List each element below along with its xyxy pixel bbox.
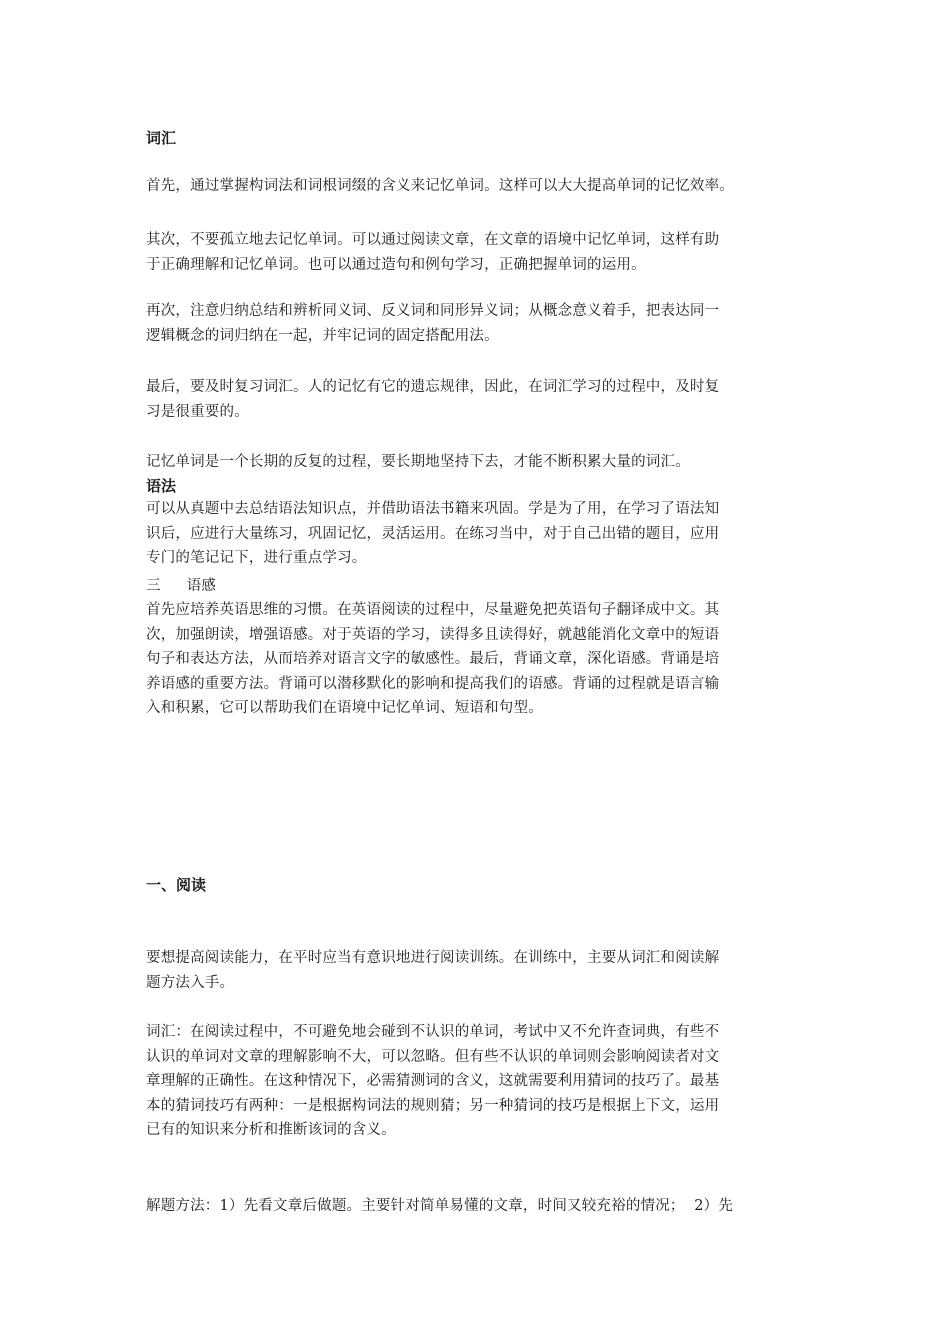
text-line: 最后，要及时复习词汇。人的记忆有它的遗忘规律，因此，在词汇学习的过程中，及时复 (146, 379, 720, 395)
text-line: 章理解的正确性。在这种情况下，必需猜测词的含义，这就需要利用猜词的技巧了。最基 (146, 1073, 720, 1089)
paragraph-vocab-2 (146, 228, 810, 277)
heading-grammar: 语法 (146, 477, 177, 495)
text-line: 于正确理解和记忆单词。也可以通过造句和例句学习，正确把握单词的运用。 (146, 256, 646, 273)
text-line: 认识的单词对文章的理解影响不大，可以忽略。但有些不认识的单词则会影响阅读者对文 (146, 1048, 720, 1065)
paragraph-reading-3 (146, 1194, 810, 1219)
text-line: 专门的笔记记下，进行重点学习。 (146, 550, 367, 566)
heading-vocabulary: 词汇 (146, 129, 177, 147)
text-line: 词汇：在阅读过程中，不可避免地会碰到不认识的单词，考试中又不允许查词典，有些不 (146, 1024, 720, 1040)
text-line: 解题方法：1）先看文章后做题。主要针对简单易懂的文章，时间又较充裕的情况； 2）先 (146, 1198, 734, 1214)
paragraph-language-sense (146, 598, 810, 721)
text-line: 题方法入手。 (146, 974, 235, 991)
text-line: 可以从真题中去总结语法知识点，并借助语法书籍来巩固。学是为了用，在学习了语法知 (146, 501, 720, 517)
text-line: 识后，应进行大量练习，巩固记忆，灵活运用。在练习当中，对于自己出错的题目，应用 (146, 525, 720, 542)
text-line: 次，加强朗读，增强语感。对于英语的学习，读得多且读得好，就越能消化文章中的短语 (146, 626, 720, 643)
text-line: 记忆单词是一个长期的反复的过程，要长期地坚持下去，才能不断积累大量的词汇。 (146, 454, 690, 470)
section-number: 三 (146, 578, 161, 594)
paragraph-vocab-3 (146, 299, 810, 348)
paragraph-vocab-4 (146, 375, 810, 424)
text-line: 句子和表达方法，从而培养对语言文字的敏感性。最后，背诵文章，深化语感。背诵是培 (146, 651, 720, 667)
text-line: 本的猜词技巧有两种：一是根据构词法的规则猜；另一种猜词的技巧是根据上下文，运用 (146, 1097, 720, 1114)
heading-reading: 一、阅读 (146, 876, 207, 894)
paragraph-vocab-5 (146, 450, 810, 475)
text-line: 入和积累，它可以帮助我们在语境中记忆单词、短语和句型。 (146, 700, 543, 716)
text-line: 首先，通过掌握构词法和词根词缀的含义来记忆单词。这样可以大大提高单词的记忆效率。 (146, 178, 734, 194)
paragraph-reading-1 (146, 946, 810, 995)
paragraph-reading-2 (146, 1020, 810, 1143)
section-title: 语感 (186, 578, 217, 594)
heading-language-sense (146, 574, 810, 599)
text-line: 要想提高阅读能力，在平时应当有意识地进行阅读训练。在训练中，主要从词汇和阅读解 (146, 950, 720, 966)
text-line: 逻辑概念的词归纳在一起，并牢记词的固定搭配用法。 (146, 327, 499, 344)
paragraph-vocab-1 (146, 174, 810, 199)
text-line: 养语感的重要方法。背诵可以潜移默化的影响和提高我们的语感。背诵的过程就是语言输 (146, 675, 720, 692)
paragraph-grammar (146, 497, 810, 571)
text-line: 已有的知识来分析和推断该词的含义。 (146, 1122, 396, 1138)
text-line: 首先应培养英语思维的习惯。在英语阅读的过程中，尽量避免把英语句子翻译成中文。其 (146, 602, 720, 618)
text-line: 再次，注意归纳总结和辨析同义词、反义词和同形异义词；从概念意义着手，把表达同一 (146, 303, 720, 319)
text-line: 习是很重要的。 (146, 403, 249, 420)
text-line: 其次，不要孤立地去记忆单词。可以通过阅读文章，在文章的语境中记忆单词，这样有助 (146, 232, 720, 248)
